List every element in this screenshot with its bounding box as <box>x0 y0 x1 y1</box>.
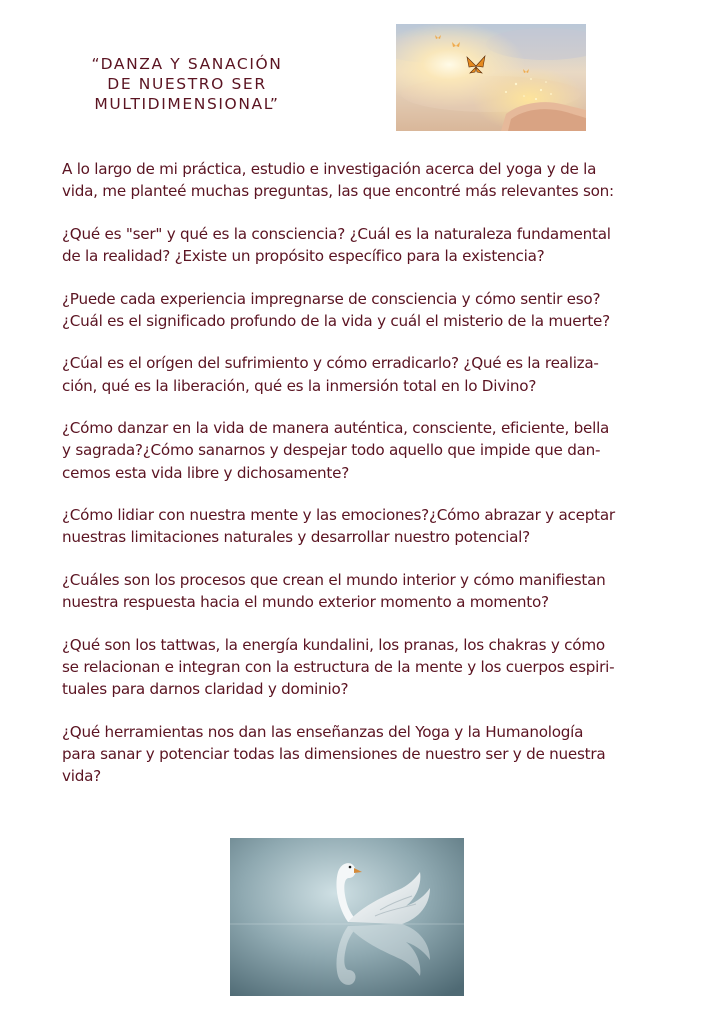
text-line: ¿Cuáles son los procesos que crean el mundo interior y cómo manifiestan <box>62 570 606 589</box>
page-title <box>62 54 312 114</box>
text-line: y sagrada?¿Cómo sanarnos y despejar todo aquello que impide que dan- <box>62 441 601 460</box>
text-line: vida? <box>62 767 101 786</box>
text-line: ¿Cómo danzar en la vida de manera auténtica, consciente, eficiente, bella <box>62 419 610 438</box>
text-line: para sanar y potenciar todas las dimensiones de nuestro ser y de nuestra <box>62 744 606 763</box>
title-line-3: MULTIDIMENSIONAL” <box>94 95 280 113</box>
text-line: ción, qué es la liberación, qué es la inmersión total en lo Divino? <box>62 376 537 395</box>
paragraph <box>62 569 652 613</box>
text-line: ¿Qué es "ser" y qué es la consciencia? ¿Cuál es la naturaleza fundamental <box>62 224 611 243</box>
swan-image <box>230 838 464 996</box>
title-line-1: “DANZA Y SANACIÓN <box>91 55 283 73</box>
text-line: ¿Qué son los tattwas, la energía kundalini, los pranas, los chakras y cómo <box>62 635 605 654</box>
text-line: vida, me planteé muchas preguntas, las que encontré más relevantes son: <box>62 182 614 201</box>
hands-butterflies-image <box>396 24 586 131</box>
title-line-2: DE NUESTRO SER <box>107 75 267 93</box>
text-line: ¿Puede cada experiencia impregnarse de consciencia y cómo sentir eso? <box>62 289 601 308</box>
paragraph <box>62 223 652 267</box>
text-line: ¿Qué herramientas nos dan las enseñanzas del Yoga y la Humanología <box>62 722 584 741</box>
paragraph <box>62 288 652 332</box>
text-line: tuales para darnos claridad y dominio? <box>62 680 349 699</box>
text-line: ¿Cúal es el orígen del sufrimiento y cómo erradicarlo? ¿Qué es la realiza- <box>62 354 599 373</box>
text-line: cemos esta vida libre y dichosamente? <box>62 463 350 482</box>
text-line: A lo largo de mi práctica, estudio e investigación acerca del yoga y de la <box>62 160 597 178</box>
text-line: se relacionan e integran con la estructura de la mente y los cuerpos espiri- <box>62 657 615 676</box>
text-line: nuestras limitaciones naturales y desarrollar nuestro potencial? <box>62 528 530 547</box>
text-line: de la realidad? ¿Existe un propósito específico para la existencia? <box>62 247 545 265</box>
paragraph <box>62 504 652 548</box>
paragraph <box>62 352 652 396</box>
paragraph <box>62 158 652 202</box>
paragraph <box>62 417 652 484</box>
paragraph <box>62 634 652 701</box>
paragraph <box>62 721 652 788</box>
body-text <box>62 158 652 808</box>
text-line: ¿Cómo lidiar con nuestra mente y las emociones?¿Cómo abrazar y aceptar <box>62 506 615 525</box>
text-line: nuestra respuesta hacia el mundo exterior momento a momento? <box>62 593 549 612</box>
text-line: ¿Cuál es el significado profundo de la vida y cuál el misterio de la muerte? <box>62 311 610 330</box>
